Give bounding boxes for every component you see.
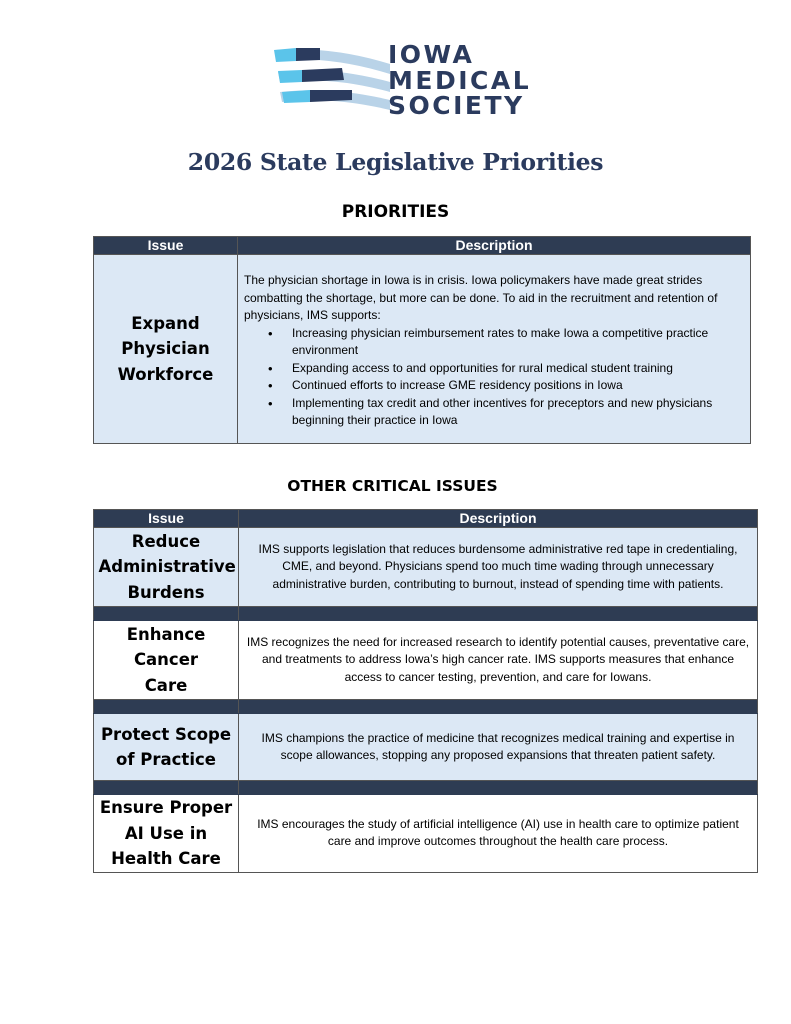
issue-column-header: Issue	[94, 237, 238, 255]
table-row	[94, 621, 758, 700]
priorities-heading: PRIORITIES	[341, 202, 450, 222]
description-cell: IMS encourages the study of artificial intelligence (AI) use in health care to optimize patient care and improve outcomes throughout the health care process.	[239, 795, 758, 873]
description-intro: The physician shortage in Iowa is in crisis. Iowa policymakers have made great strides combatting the shortage, but more can be done. To aid in the recruitment and retention of physicians, IMS supports:	[244, 273, 718, 322]
logo-wordmark	[388, 42, 531, 119]
logo-line-2: MEDICAL	[388, 65, 532, 95]
issue-cell	[94, 621, 239, 700]
list-item: • Implementing tax credit and other incentives for preceptors and new physicians beginning their practice in Iowa	[292, 395, 744, 430]
description-cell: IMS recognizes the need for increased research to identify potential causes, preventative care, and treatments to address Iowa’s high cancer rate. IMS supports measures that enhance access to cancer testing, prevention, and care for Iowans.	[239, 621, 758, 700]
table-row	[94, 255, 751, 444]
other-issues-table	[93, 509, 758, 873]
issue-label: Reduce Administrative Burdens	[98, 531, 236, 602]
row-separator	[94, 781, 758, 795]
issue-label: Enhance Cancer Care	[126, 624, 206, 695]
list-item: • Continued efforts to increase GME residency positions in Iowa	[292, 377, 744, 395]
description-column-header: Description	[238, 237, 751, 255]
table-row	[94, 795, 758, 873]
issue-cell	[94, 255, 238, 444]
priorities-table	[93, 236, 751, 444]
issue-label: Ensure Proper AI Use in Health Care	[99, 798, 233, 868]
logo-stripes-icon	[272, 42, 392, 122]
description-cell: IMS champions the practice of medicine that recognizes medical training and expertise in scope allowances, stopping any proposed expansions that threaten patient safety.	[239, 714, 758, 781]
support-list	[244, 325, 744, 430]
description-cell: IMS supports legislation that reduces burdensome administrative red tape in credentialing, CME, and beyond. Physicians spend too much time wading through unnecessary administrative burden, contributing to burnout, instead of spending time with patients.	[239, 528, 758, 607]
issue-cell	[94, 795, 239, 873]
list-item: • Increasing physician reimbursement rates to make Iowa a competitive practice environment	[292, 325, 744, 360]
issue-column-header: Issue	[94, 510, 239, 528]
issue-cell	[94, 528, 239, 607]
row-separator	[94, 607, 758, 621]
row-separator	[94, 700, 758, 714]
iowa-medical-society-logo	[272, 40, 532, 122]
issue-label: Protect Scope of Practice	[100, 724, 232, 769]
list-item: • Expanding access to and opportunities for rural medical student training	[292, 360, 744, 378]
issue-cell	[94, 714, 239, 781]
description-column-header: Description	[239, 510, 758, 528]
logo-line-3: SOCIETY	[388, 91, 525, 120]
table-row	[94, 528, 758, 607]
issue-label: Expand Physician Workforce	[117, 313, 214, 384]
table-row	[94, 714, 758, 781]
description-cell	[238, 255, 751, 444]
table-header-row	[94, 237, 751, 255]
document-title: 2026 State Legislative Priorities	[187, 148, 604, 176]
table-header-row	[94, 510, 758, 528]
logo-line-1: IOWA	[388, 40, 475, 69]
other-issues-heading: OTHER CRITICAL ISSUES	[287, 477, 498, 495]
